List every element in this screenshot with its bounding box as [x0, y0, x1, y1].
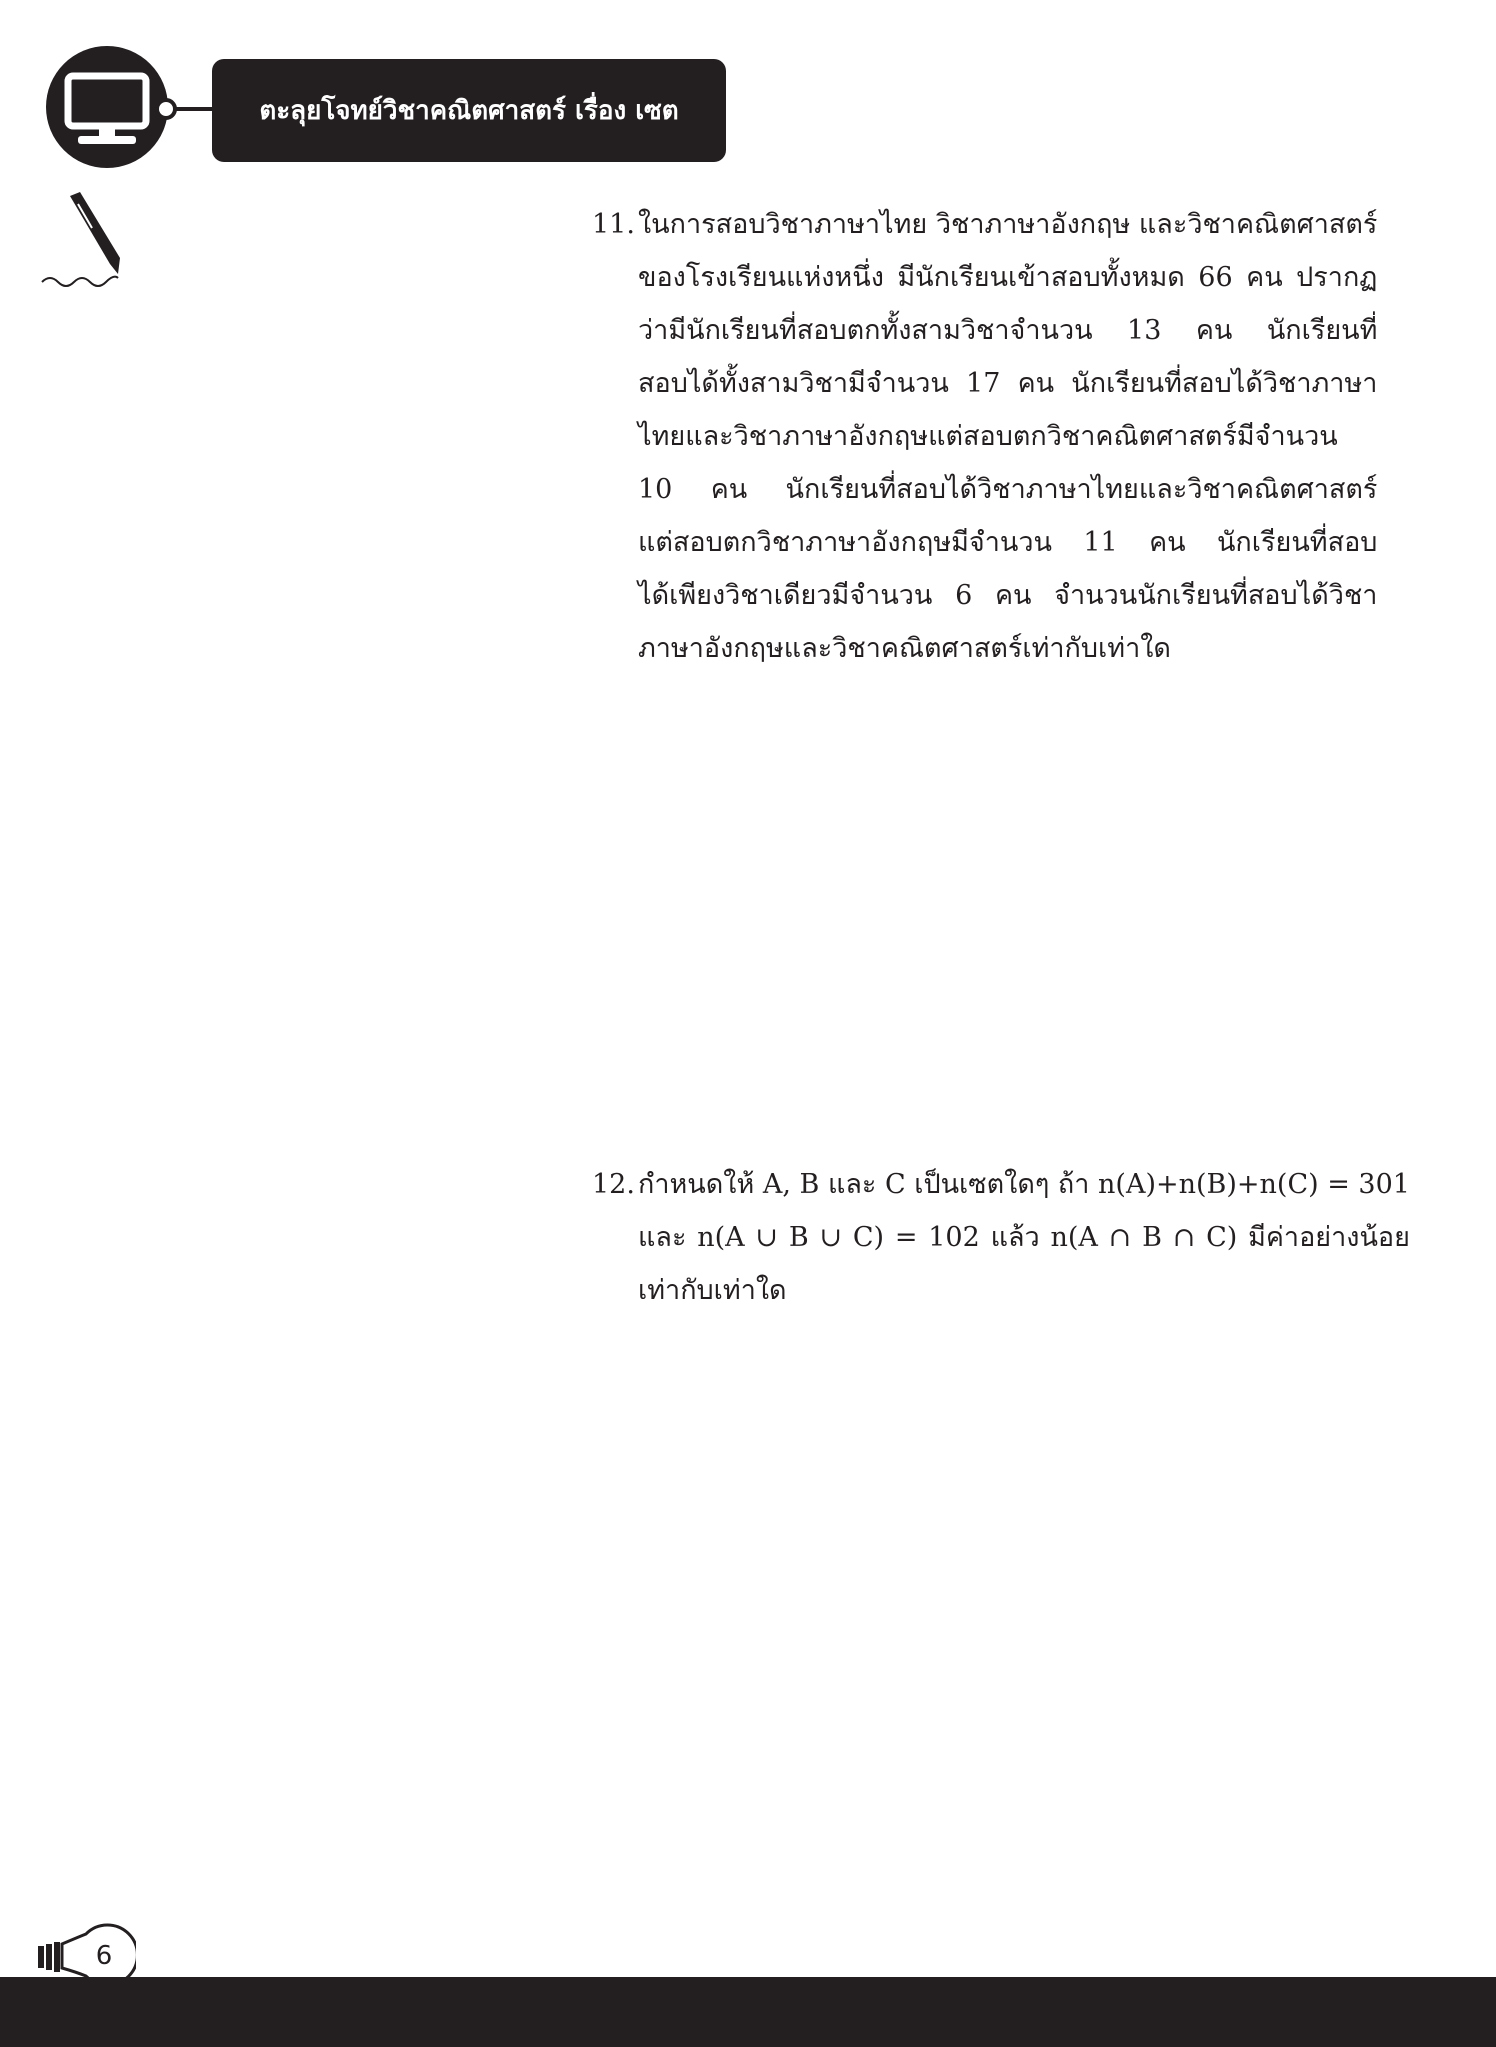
header-connector-dot [155, 98, 177, 120]
question-line: ในการสอบวิชาภาษาไทย วิชาภาษาอังกฤษ และวิชาคณิตศาสตร์ [638, 209, 1378, 240]
question-number: 12. [592, 1169, 635, 1200]
question-line: เท่ากับเท่าใด [638, 1275, 787, 1306]
footer-bar [0, 1977, 1496, 2047]
header-connector-line [175, 107, 215, 111]
pen-icon [40, 190, 130, 290]
question-number: 11. [592, 209, 635, 240]
question-line: ว่ามีนักเรียนที่สอบตกทั้งสามวิชาจำนวน 13 คน นักเรียนที่ [638, 315, 1378, 346]
question-line: แต่สอบตกวิชาภาษาอังกฤษมีจำนวน 11 คน นักเรียนที่สอบ [638, 527, 1378, 558]
monitor-icon [46, 46, 168, 168]
question-text [638, 198, 1377, 675]
page-title [212, 59, 726, 162]
question-line: และ n(A ∪ B ∪ C) = 102 แล้ว n(A ∩ B ∩ C) มีค่าอย่างน้อย [638, 1222, 1410, 1253]
page-title-text: ตะลุยโจทย์วิชาคณิตศาสตร์ เรื่อง เซต [259, 96, 679, 126]
question-line: ได้เพียงวิชาเดียวมีจำนวน 6 คน จำนวนนักเรียนที่สอบได้วิชา [638, 580, 1378, 611]
question-line: 10 คน นักเรียนที่สอบได้วิชาภาษาไทยและวิชาคณิตศาสตร์ [638, 474, 1378, 505]
question-text [638, 1158, 1410, 1317]
lightbulb-icon [36, 1920, 136, 1980]
question-11 [592, 198, 1378, 675]
question-line: ภาษาอังกฤษและวิชาคณิตศาสตร์เท่ากับเท่าใด [638, 633, 1171, 664]
question-12 [592, 1158, 1410, 1317]
question-line: ไทยและวิชาภาษาอังกฤษแต่สอบตกวิชาคณิตศาสตร์มีจำนวน [638, 421, 1338, 452]
page-number: 6 [95, 1941, 113, 1971]
question-line: ของโรงเรียนแห่งหนึ่ง มีนักเรียนเข้าสอบทั้งหมด 66 คน ปรากฏ [638, 262, 1378, 293]
header-icon-circle [46, 46, 168, 168]
question-line: กำหนดให้ A, B และ C เป็นเซตใดๆ ถ้า n(A)+n(B)+n(C) = 301 [638, 1169, 1410, 1200]
question-line: สอบได้ทั้งสามวิชามีจำนวน 17 คน นักเรียนที่สอบได้วิชาภาษา [638, 368, 1378, 399]
